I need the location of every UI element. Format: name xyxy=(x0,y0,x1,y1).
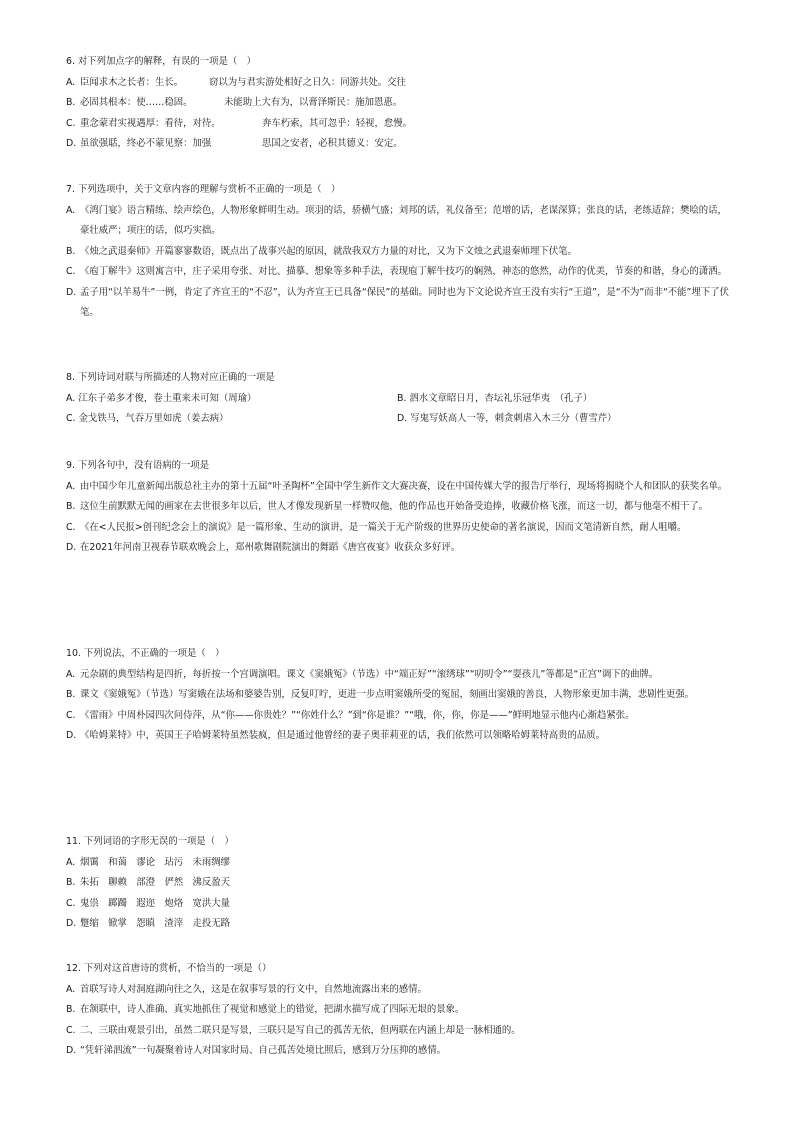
option-a[interactable] xyxy=(66,665,730,686)
option-letter: D. xyxy=(397,413,408,424)
option-text: 在2021年河南卫视春节联欢晚会上，郑州歌舞剧院演出的舞蹈《唐宫夜宴》收获众多好评。 xyxy=(80,542,461,553)
option-b[interactable] xyxy=(66,242,730,263)
option-text: 由中国少年儿童新闻出版总社主办的第十五届“叶圣陶杯”全国中学生新作文大赛决赛，设在中国传媒大学的报告厅举行，现场将揭晓个人和团队的获奖名单。 xyxy=(80,480,728,492)
option-d[interactable] xyxy=(66,914,730,935)
option-letter: B. xyxy=(66,97,76,108)
option-letter: C. xyxy=(66,897,76,909)
option-b[interactable] xyxy=(66,497,730,518)
option-letter: A. xyxy=(66,76,76,88)
option-letter: C. xyxy=(66,117,76,129)
option-c[interactable] xyxy=(66,262,730,283)
question-stem: 6. 对下列加点字的解释，有误的一项是（ ） xyxy=(66,56,257,67)
question-8 xyxy=(66,368,730,430)
option-letter: D. xyxy=(66,542,77,553)
option-text: 朱拓 聊赖 部澄 俨然 沸反盈天 xyxy=(80,877,231,888)
option-letter: A. xyxy=(66,392,76,404)
option-a[interactable] xyxy=(66,477,730,498)
option-text: 《鸿门宴》语言精练、绘声绘色，人物形象鲜明生动。项羽的话，骄横气盛；刘邦的话，礼仪备至；范增的话，老谋深算；张良的话，老练适辞；樊哙的话，豪壮威严；项庄的话，似巧实拙。 xyxy=(80,204,727,236)
option-text: 泗水文章昭日月，杏坛礼乐冠华夷 （孔子） xyxy=(409,392,593,404)
option-letter: D. xyxy=(66,138,77,149)
option-text: 《雷雨》中周朴园四次问侍萍，从“你——你贵姓？”“你姓什么？”到“你是谁？”“哦，你，你，你是——”鲜明地显示他内心渐趋紧张。 xyxy=(80,709,635,721)
option-text: 课文《窦娥冤》（节选）写窦娥在法场和婆婆告别，反复叮咛，更进一步点明窦娥所受的冤屈，刻画出窦娥的善良，人物形象更加丰满，悲剧性更强。 xyxy=(80,689,695,700)
option-d[interactable] xyxy=(66,283,730,324)
option-b[interactable] xyxy=(66,873,730,894)
option-c[interactable] xyxy=(66,114,730,135)
option-c[interactable] xyxy=(66,1021,730,1042)
option-text-part1: 重念蒙君实视遇厚：看待，对待。 xyxy=(80,117,221,129)
question-6 xyxy=(66,52,730,155)
question-12 xyxy=(66,959,730,1062)
option-letter: D. xyxy=(66,1045,77,1056)
question-stem: 10. 下列说法，不正确的一项是（ ） xyxy=(66,648,225,659)
option-text: 《哈姆莱特》中，英国王子哈姆莱特虽然装疯，但是通过他曾经的妻子奥菲莉亚的话，我们依然可以领略哈姆莱特高贵的品质。 xyxy=(80,730,606,741)
option-grid xyxy=(66,389,730,430)
option-letter: D. xyxy=(66,730,77,741)
question-7 xyxy=(66,180,730,324)
option-letter: A. xyxy=(66,983,76,995)
option-c[interactable] xyxy=(66,706,730,727)
option-letter: C. xyxy=(66,709,76,721)
option-text: 鬼祟 踯躅 遐迩 炮烙 宽洪大量 xyxy=(80,897,231,909)
option-text: 在颔联中，诗人准确、真实地抓住了视觉和感觉上的错觉，把湖水描写成了四际无垠的景象。 xyxy=(80,1004,465,1015)
option-letter: A. xyxy=(66,480,76,492)
option-text-part2: 思国之安者，必积其德义：安定。 xyxy=(262,138,403,149)
option-letter: B. xyxy=(66,877,76,888)
option-a[interactable] xyxy=(66,73,730,94)
option-letter: B. xyxy=(66,689,76,700)
option-text-part2: 奔车朽索，其可忽乎：轻视，怠慢。 xyxy=(262,117,413,129)
question-stem: 7. 下列选项中，关于文章内容的理解与赏析不正确的一项是（ ） xyxy=(66,184,341,195)
option-text: 《在<人民报>创刊纪念会上的演说》是一篇形象、生动的演讲，是一篇关于无产阶级的世界历史使命的著名演说，因而文笔清新自然，耐人咀嚼。 xyxy=(80,521,687,533)
option-d[interactable] xyxy=(397,409,616,430)
option-letter: D. xyxy=(66,918,77,929)
option-text: 元杂剧的典型结构是四折，每折按一个宫调演唱。课文《窦娥冤》（节选）中“端正好”“滚绣球”“叨叨令”“耍孩儿”等都是“正宫”调下的曲牌。 xyxy=(80,668,659,680)
question-stem: 12. 下列对这首唐诗的赏析，不恰当的一项是（） xyxy=(66,963,272,974)
option-text-part1: 虽欲强聒，终必不蒙见察：加强 xyxy=(80,138,212,149)
option-a[interactable] xyxy=(66,853,730,874)
option-letter: C. xyxy=(66,1024,76,1036)
option-letter: C. xyxy=(66,413,76,424)
question-stem: 9. 下列各句中，没有语病的一项是 xyxy=(66,460,210,471)
option-b[interactable] xyxy=(66,93,730,114)
question-9 xyxy=(66,456,730,559)
option-d[interactable] xyxy=(66,134,730,155)
option-text-part1: 臣闻求木之长者：生长。 xyxy=(80,76,184,88)
option-text-part2: 未能助上大有为，以膏泽斯民：施加恩惠。 xyxy=(224,97,403,108)
option-letter: A. xyxy=(66,204,76,216)
option-text: 这位生前默默无闻的画家在去世很多年以后，世人才像发现新星一样赞叹他，他的作品也开始备受追捧，收藏价格飞涨，而这一切，都与他毫不相干了。 xyxy=(80,501,709,512)
option-letter: B. xyxy=(66,1004,76,1015)
question-10 xyxy=(66,644,730,747)
option-a[interactable] xyxy=(66,201,730,242)
option-text: 首联写诗人对洞庭湖向往之久，这是在叙事写景的行文中，自然地流露出来的感情。 xyxy=(80,983,427,995)
option-text: 写鬼写妖高人一等，刺贪刺虐入木三分（曹雪芹） xyxy=(410,413,617,424)
option-text-part1: 必固其根本：使……稳固。 xyxy=(80,97,193,108)
option-c[interactable] xyxy=(66,518,730,539)
option-c[interactable] xyxy=(66,894,730,915)
option-a[interactable] xyxy=(66,980,730,1001)
option-text: 孟子用“以羊易牛”一例，肯定了齐宣王的“不忍”，认为齐宣王已具备“保民”的基础。同时也为下文论说齐宣王没有实行“王道”，是“不为”而非“不能”埋下了伏笔。 xyxy=(80,286,729,318)
option-d[interactable] xyxy=(66,726,730,747)
option-letter: B. xyxy=(66,501,76,512)
option-text: “凭轩涕泗流”一句凝聚着诗人对国家时局、自己孤苦处境比照后，感到万分压抑的感情。 xyxy=(80,1045,446,1056)
option-a[interactable] xyxy=(66,389,256,410)
option-text: 蹩缩 锨掌 怨瞋 渣滓 走投无路 xyxy=(80,918,231,929)
option-text-part2: 窃以为与君实游处相好之日久：同游共处。交往 xyxy=(209,76,406,88)
option-text: 烟霭 和蔼 谬论 玷污 未雨绸缪 xyxy=(80,856,231,868)
option-letter: C. xyxy=(66,266,76,277)
option-letter: B. xyxy=(397,392,407,404)
option-c[interactable] xyxy=(66,409,229,430)
option-text: 《烛之武退秦师》开篇寥寥数语，既点出了战事兴起的原因，就敌我双方力量的对比，又为下文烛之武退秦师埋下伏笔。 xyxy=(80,245,577,257)
option-b[interactable] xyxy=(397,389,592,410)
option-b[interactable] xyxy=(66,685,730,706)
option-d[interactable] xyxy=(66,538,730,559)
option-b[interactable] xyxy=(66,1000,730,1021)
question-11 xyxy=(66,832,730,935)
option-text: 《庖丁解牛》这则寓言中，庄子采用夸张、对比、描摹、想象等多种手法，表现庖丁解牛技巧的娴熟，神态的悠然，动作的优美，节奏的和谐，身心的潇洒。 xyxy=(80,266,727,277)
option-text: 二、三联由观景引出，虽然二联只是写景，三联只是写自己的孤苦无依，但两联在内涵上却是一脉相通的。 xyxy=(80,1024,521,1036)
question-stem: 8. 下列诗词对联与所描述的人物对应正确的一项是 xyxy=(66,372,275,383)
question-stem: 11. 下列词语的字形无误的一项是（ ） xyxy=(66,836,234,847)
option-text: 金戈铁马，气吞万里如虎（姜去病） xyxy=(78,413,229,424)
option-text: 江东子弟多才俊，卷土重来未可知（周瑜） xyxy=(78,392,257,404)
option-d[interactable] xyxy=(66,1041,730,1062)
option-letter: C. xyxy=(66,521,76,533)
option-letter: D. xyxy=(66,286,77,298)
option-letter: B. xyxy=(66,245,76,257)
option-letter: A. xyxy=(66,668,76,680)
option-letter: A. xyxy=(66,856,76,868)
